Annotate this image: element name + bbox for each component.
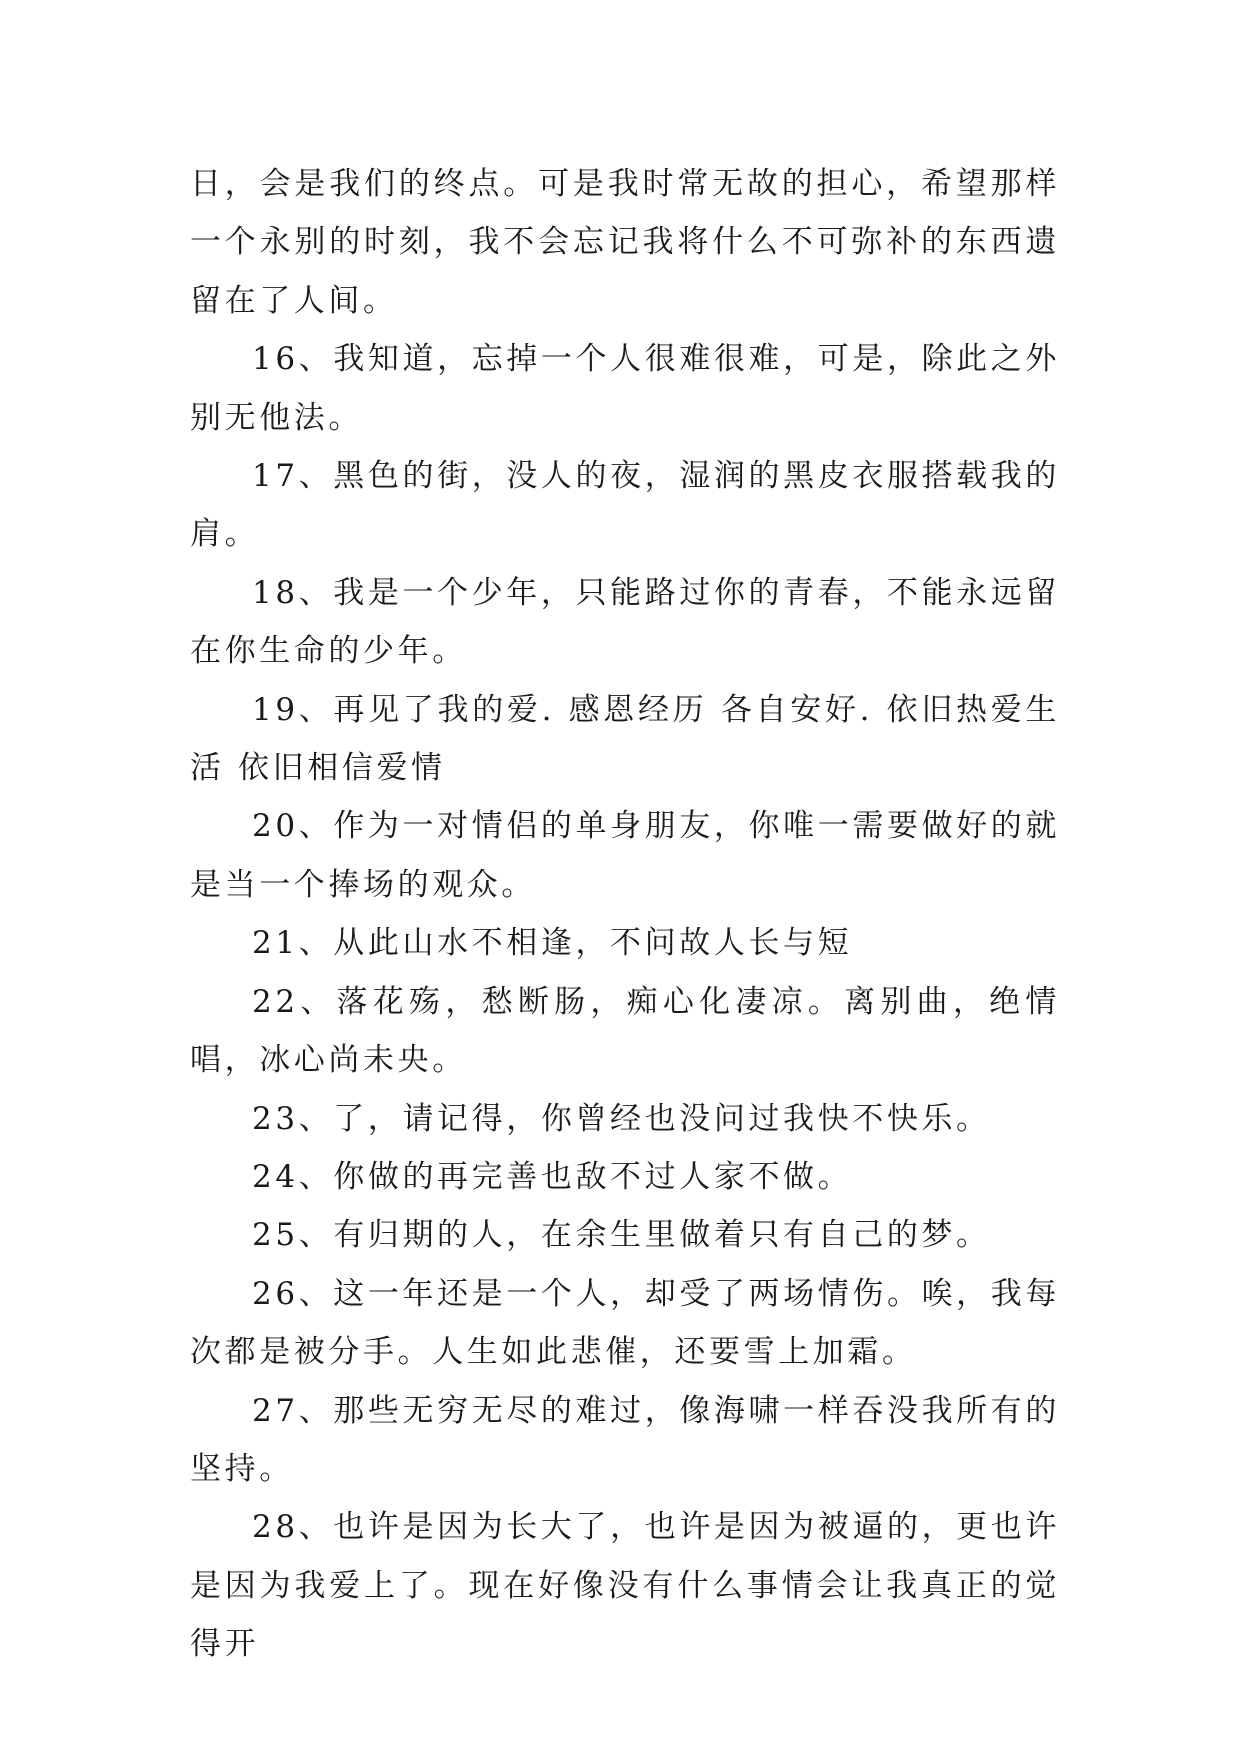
paragraph-item-25: 25、有归期的人，在余生里做着只有自己的梦。 bbox=[252, 1217, 991, 1254]
paragraph-item-26: 26、这一年还是一个人，却受了两场情伤。唉，我每次都是被分手。人生如此悲催，还要雪上加霜。 bbox=[190, 1275, 1060, 1371]
paragraph-item-22: 22、落花殇，愁断肠，痴心化凄凉。离别曲，绝情唱，冰心尚未央。 bbox=[190, 983, 1060, 1079]
paragraph-item-28: 28、也许是因为长大了，也许是因为被逼的，更也许是因为我爱上了。现在好像没有什么事情会让我真正的觉得开 bbox=[190, 1509, 1060, 1663]
paragraph-item-24: 24、你做的再完善也敌不过人家不做。 bbox=[252, 1158, 853, 1195]
paragraph-item-27: 27、那些无穷无尽的难过，像海啸一样吞没我所有的坚持。 bbox=[190, 1392, 1060, 1487]
paragraph-item-18: 18、我是一个少年，只能路过你的青春，不能永远留在你生命的少年。 bbox=[190, 574, 1060, 670]
paragraph-continuation: 日，会是我们的终点。可是我时常无故的担心，希望那样一个永别的时刻，我不会忘记我将什么不可弥补的东西遗留在了人间。 bbox=[190, 166, 1060, 319]
document-body bbox=[190, 155, 1060, 1674]
paragraph-item-21: 21、从此山水不相逢，不问故人长与短 bbox=[252, 925, 853, 962]
paragraph-item-17: 17、黑色的街，没人的夜，湿润的黑皮衣服搭载我的肩。 bbox=[190, 458, 1060, 553]
paragraph-item-23: 23、了，请记得，你曾经也没问过我快不快乐。 bbox=[252, 1100, 991, 1137]
paragraph-item-19: 19、再见了我的爱. 感恩经历 各自安好. 依旧热爱生活 依旧相信爱情 bbox=[190, 691, 1060, 787]
paragraph-item-16: 16、我知道，忘掉一个人很难很难，可是，除此之外别无他法。 bbox=[190, 341, 1060, 436]
paragraph-item-20: 20、作为一对情侣的单身朋友，你唯一需要做好的就是当一个捧场的观众。 bbox=[190, 808, 1060, 903]
